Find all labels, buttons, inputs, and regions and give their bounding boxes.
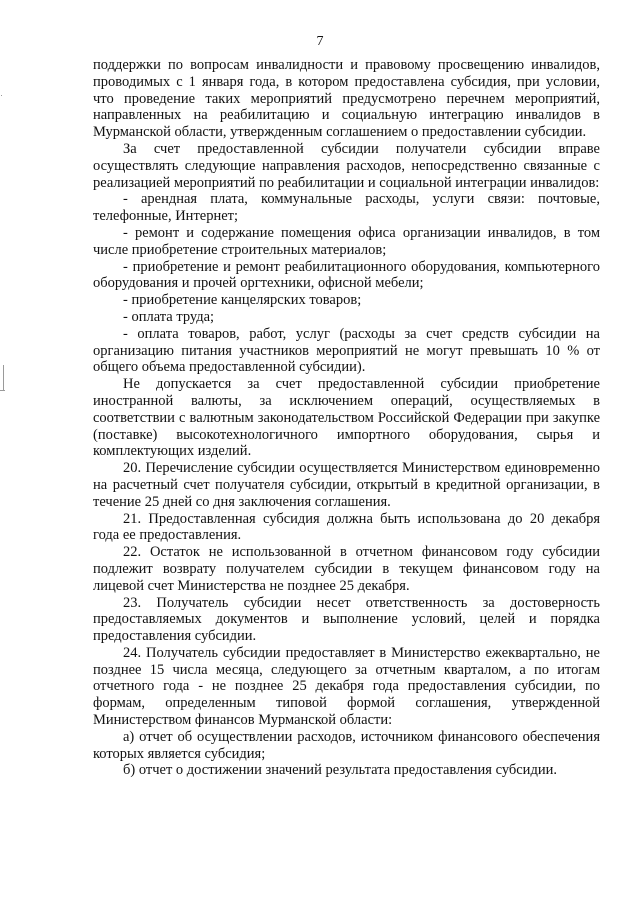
list-item: - оплата труда; [123, 308, 215, 325]
list-item: - приобретение канцелярских товаров; [123, 292, 362, 309]
document-body [93, 57, 600, 779]
clause-22: 22. Остаток не использованной в отчетном финансовом году субсидии подлежит возврату получателем субсидии в текущем финансовом году на лицевой счет Министерства не позднее 25 декабря. [93, 544, 600, 594]
scan-artifact [3, 365, 4, 391]
paragraph: За счет предоставленной субсидии получатели субсидии вправе осуществлять следующие направления расходов, непосредственно связанные с реализацией мероприятий по реабилитации и социальной интеграции инвалидов: [93, 140, 600, 191]
clause-21: 21. Предоставленная субсидия должна быть использована до 20 декабря года ее предоставления. [93, 510, 600, 544]
list-item: а) отчет об осуществлении расходов, источником финансового обеспечения которых является субсидия; [93, 728, 600, 762]
paragraph: поддержки по вопросам инвалидности и правовому просвещению инвалидов, проводимых с 1 января года, в котором предоставлена субсидия, при условии, что проведение таких мероприятий предусмотрено перечнем мероприятий, направленных на реабилитацию и социальную интеграцию инвалидов в Мурманской области, утвержденным соглашением о предоставлении субсидии. [93, 57, 600, 141]
paragraph: Не допускается за счет предоставленной субсидии приобретение иностранной валюты, за исключением операций, осуществляемых в соответствии с валютным законодательством Российской Федерации при закупке (поставке) высокотехнологичного импортного оборудования, сырья и комплектующих изделий. [93, 376, 600, 460]
list-item: - оплата товаров, работ, услуг (расходы за счет средств субсидии на организацию питания участников мероприятий не могут превышать 10 % от общего объема предоставленной субсидии). [93, 325, 600, 376]
clause-23: 23. Получатель субсидии несет ответственность за достоверность предоставляемых документов и выполнение условий, целей и порядка предоставления субсидии. [93, 594, 600, 645]
clause-24: 24. Получатель субсидии предоставляет в Министерство ежеквартально, не позднее 15 числа месяца, следующего за отчетным кварталом, а по итогам отчетного года - не позднее 25 декабря года предоставления субсидии, по формам, определенным типовой формой соглашения, утвержденной Министерством финансов Мурманской области: [93, 644, 600, 729]
scan-artifact [0, 390, 5, 391]
list-item: - приобретение и ремонт реабилитационного оборудования, компьютерного оборудования и прочей оргтехники, офисной мебели; [93, 258, 600, 292]
scan-artifact [1, 95, 2, 96]
list-item: б) отчет о достижении значений результата предоставления субсидии. [123, 762, 557, 779]
page-number: 7 [316, 34, 324, 49]
clause-20: 20. Перечисление субсидии осуществляется Министерством единовременно на расчетный счет получателя субсидии, открытый в кредитной организации, в течение 25 дней со дня заключения соглашения. [93, 460, 600, 510]
list-item: - ремонт и содержание помещения офиса организации инвалидов, в том числе приобретение строительных материалов; [93, 224, 600, 258]
list-item: - арендная плата, коммунальные расходы, услуги связи: почтовые, телефонные, Интернет; [93, 191, 600, 225]
